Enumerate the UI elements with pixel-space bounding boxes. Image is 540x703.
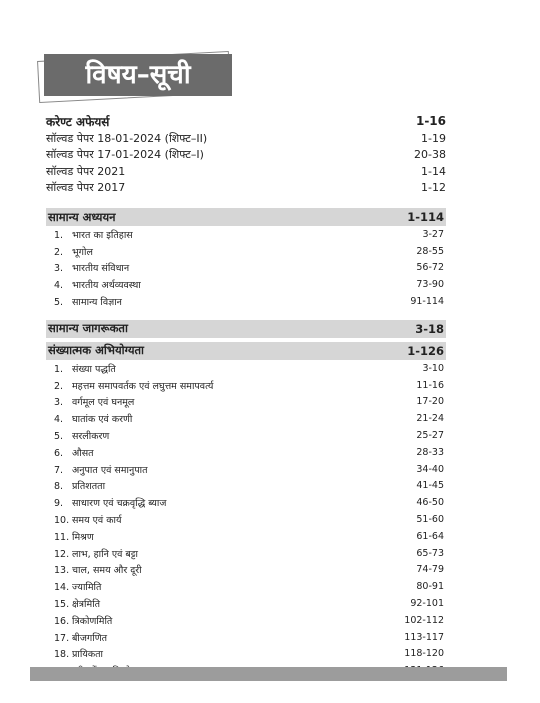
list-item — [46, 595, 446, 612]
list-item-label: प्रतिशतता — [72, 481, 106, 493]
list-item-label: अनुपात एवं समानुपात — [72, 464, 148, 476]
list-item-pages: 80-91 — [416, 581, 444, 593]
list-item-title — [54, 647, 103, 660]
list-item — [46, 612, 446, 629]
list-item-pages: 113-117 — [404, 631, 444, 643]
list-item-label: प्रायिकता — [72, 649, 104, 661]
list-item-title — [54, 597, 100, 610]
list-item — [46, 562, 446, 579]
current-affairs-heading — [46, 112, 446, 130]
list-item-pages: 28-33 — [416, 446, 444, 458]
list-item — [46, 528, 446, 545]
list-item — [46, 444, 446, 461]
list-item — [46, 545, 446, 562]
list-item-pages: 51-60 — [416, 514, 444, 526]
list-item-number: 17. — [54, 632, 70, 644]
list-item-pages: 91-114 — [410, 296, 444, 308]
list-item-number: 4. — [54, 414, 64, 426]
list-item — [46, 276, 446, 293]
list-item-number: 1. — [54, 363, 64, 375]
list-item — [46, 243, 446, 260]
list-item-number: 6. — [54, 447, 64, 459]
list-item-title — [54, 429, 109, 442]
list-item-title — [54, 496, 166, 509]
list-item — [46, 360, 446, 377]
list-item-title — [54, 563, 142, 576]
list-item — [46, 260, 446, 277]
list-item — [46, 478, 446, 495]
list-item — [46, 394, 446, 411]
list-item-pages: 34-40 — [416, 463, 444, 475]
list-item-pages: 28-55 — [416, 245, 444, 257]
list-item-label: क्षेत्रमिति — [72, 599, 101, 611]
list-item-title — [54, 261, 129, 274]
list-item-label: सरलीकरण — [72, 431, 110, 443]
list-item-title — [54, 463, 148, 476]
list-item-title — [54, 412, 132, 425]
list-item — [46, 293, 446, 310]
list-item-pages: 118-120 — [404, 648, 444, 660]
list-item-number: 5. — [54, 431, 64, 443]
list-item-number: 3. — [54, 397, 64, 409]
list-item-pages: 11-16 — [416, 379, 444, 391]
list-item-pages: 65-73 — [416, 547, 444, 559]
list-item-number: 8. — [54, 481, 64, 493]
list-item — [46, 511, 446, 528]
list-item-number: 10. — [54, 515, 70, 527]
solved-paper-pages: 20-38 — [414, 148, 446, 162]
list-item-pages: 41-45 — [416, 480, 444, 492]
list-item-label: साधारण एवं चक्रवृद्धि ब्याज — [72, 498, 167, 510]
solved-paper-pages: 1-14 — [421, 164, 446, 178]
list-item-number: 18. — [54, 649, 70, 661]
list-item-title — [54, 513, 121, 526]
list-item-number: 2. — [54, 380, 64, 392]
list-item-number: 13. — [54, 565, 70, 577]
solved-paper-label: सॉल्वड पेपर 2021 — [46, 164, 126, 178]
list-item — [46, 427, 446, 444]
solved-paper-pages: 1-12 — [421, 181, 446, 195]
list-item-label: चाल, समय और दूरी — [72, 565, 142, 577]
list-item-pages: 102-112 — [404, 614, 444, 626]
list-item-title — [54, 228, 133, 241]
list-item-pages: 3-10 — [422, 362, 444, 374]
list-item-title — [54, 614, 112, 627]
list-item-label: सामान्य विज्ञान — [72, 297, 122, 309]
list-item-number: 2. — [54, 246, 64, 258]
list-item-number: 15. — [54, 599, 70, 611]
list-item-number: 16. — [54, 615, 70, 627]
section-heading — [46, 342, 446, 360]
list-item-number: 4. — [54, 280, 64, 292]
footer-bar — [30, 667, 507, 681]
list-item-number: 5. — [54, 297, 64, 309]
list-item-label: लाभ, हानि एवं बट्टा — [72, 548, 138, 560]
list-item-number: 3. — [54, 263, 64, 275]
list-item-label: त्रिकोणमिति — [72, 615, 113, 627]
list-item-title — [54, 362, 116, 375]
section-heading — [46, 320, 446, 338]
list-item-pages: 73-90 — [416, 279, 444, 291]
list-item-label: ज्यामिति — [72, 582, 102, 594]
list-item-title — [54, 446, 94, 459]
list-item-pages: 46-50 — [416, 497, 444, 509]
list-item-pages: 25-27 — [416, 430, 444, 442]
list-item-label: घातांक एवं करणी — [72, 414, 133, 426]
current-affairs-label: करेण्ट अफेयर्स — [46, 114, 110, 129]
list-item — [46, 410, 446, 427]
list-item — [46, 377, 446, 394]
list-item-title — [54, 530, 94, 543]
list-item-number: 1. — [54, 229, 64, 241]
section-label: संख्यात्मक अभियोग्यता — [48, 343, 145, 358]
list-item-pages: 92-101 — [410, 598, 444, 610]
list-item-pages: 61-64 — [416, 530, 444, 542]
section-label: सामान्य जागरूकता — [48, 321, 128, 336]
table-of-contents — [46, 112, 446, 679]
list-item-label: भूगोल — [72, 246, 93, 258]
solved-paper-row — [46, 180, 446, 197]
section-pages: 1-126 — [407, 343, 444, 358]
solved-paper-label: सॉल्वड पेपर 18-01-2024 (शिफ्ट–II) — [46, 131, 208, 145]
list-item-pages: 3-27 — [422, 228, 444, 240]
list-item-number: 9. — [54, 498, 64, 510]
list-item-number: 14. — [54, 582, 70, 594]
solved-paper-row — [46, 130, 446, 147]
solved-paper-pages: 1-19 — [421, 131, 446, 145]
list-item-label: भारतीय संविधान — [72, 263, 130, 275]
list-item — [46, 494, 446, 511]
list-item — [46, 461, 446, 478]
list-item-label: संख्या पद्धति — [72, 363, 116, 375]
list-item-title — [54, 479, 105, 492]
section-pages: 1-114 — [407, 210, 444, 224]
title-block — [38, 54, 234, 98]
list-item-pages: 17-20 — [416, 396, 444, 408]
list-item — [46, 629, 446, 646]
list-item-pages: 56-72 — [416, 262, 444, 274]
list-item-pages: 21-24 — [416, 413, 444, 425]
section-label: सामान्य अध्ययन — [48, 209, 116, 224]
solved-paper-row — [46, 163, 446, 180]
list-item — [46, 578, 446, 595]
list-item-label: बीजगणित — [72, 632, 108, 644]
list-item-label: भारत का इतिहास — [72, 229, 133, 241]
list-item-title — [54, 295, 122, 308]
list-item-label: वर्गमूल एवं घनमूल — [72, 397, 135, 409]
section-heading — [46, 208, 446, 226]
list-item-label: समय एवं कार्य — [72, 515, 122, 527]
list-item-number: 12. — [54, 548, 70, 560]
sections-list — [46, 208, 446, 679]
current-affairs-pages: 1-16 — [415, 114, 446, 128]
solved-paper-row — [46, 147, 446, 164]
list-item-number: 11. — [54, 531, 70, 543]
list-item-label: महत्तम समापवर्तक एवं लघुत्तम समापवर्त्य — [72, 380, 214, 392]
section-pages: 3-18 — [415, 321, 444, 336]
list-item-label: भारतीय अर्थव्यवस्था — [72, 280, 141, 292]
list-item-title — [54, 395, 134, 408]
list-item-title — [54, 379, 213, 392]
list-item-title — [54, 631, 107, 644]
list-item-pages: 74-79 — [416, 564, 444, 576]
list-item-title — [54, 547, 138, 560]
list-item-label: औसत — [72, 447, 94, 459]
list-item-title — [54, 278, 141, 291]
list-item — [46, 646, 446, 663]
solved-paper-label: सॉल्वड पेपर 2017 — [46, 181, 126, 195]
list-item-title — [54, 245, 93, 258]
page-title: विषय–सूची — [44, 54, 232, 96]
solved-paper-label: सॉल्वड पेपर 17-01-2024 (शिफ्ट–I) — [46, 148, 204, 162]
list-item-label: मिश्रण — [72, 531, 94, 543]
list-item — [46, 226, 446, 243]
list-item-number: 7. — [54, 464, 64, 476]
solved-papers-list — [46, 130, 446, 196]
list-item-title — [54, 580, 101, 593]
